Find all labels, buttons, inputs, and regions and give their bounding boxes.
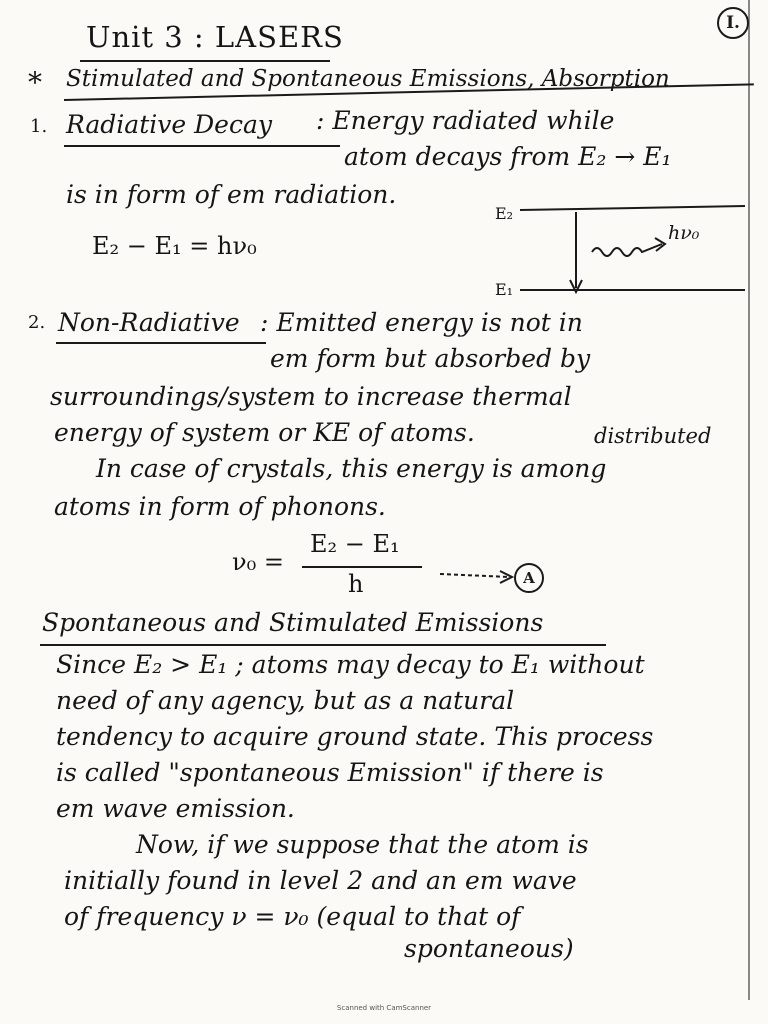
item2-text-e: In case of crystals, this energy is among bbox=[96, 454, 607, 483]
section2-para2-line-2: initially found in level 2 and an em wave bbox=[64, 866, 577, 895]
section2-line-4: is called "spontaneous Emission" if there is bbox=[56, 758, 604, 787]
item2-text-d: energy of system or KE of atoms. bbox=[54, 418, 475, 447]
item2-text-c: surroundings/system to increase thermal bbox=[50, 382, 572, 411]
section2-para2-line-3: of frequency ν = ν₀ (equal to that of bbox=[64, 902, 521, 931]
diagram-upper-label: E₂ bbox=[495, 204, 514, 223]
section2-line-3: tendency to acquire ground state. This process bbox=[56, 722, 654, 751]
section2-para2-line-1: Now, if we suppose that the atom is bbox=[136, 830, 589, 859]
page-number: I. bbox=[717, 7, 749, 39]
heading-star: * bbox=[28, 66, 42, 99]
eq-tag: A bbox=[514, 563, 544, 593]
item2-text-a: : Emitted energy is not in bbox=[260, 308, 583, 337]
item1-text-a: : Energy radiated while bbox=[316, 106, 615, 135]
item2-text-b: em form but absorbed by bbox=[270, 344, 591, 373]
item1-text-c: is in form of em radiation. bbox=[66, 180, 397, 209]
item2-text-f: atoms in form of phonons. bbox=[54, 492, 386, 521]
section2-line-2: need of any agency, but as a natural bbox=[56, 686, 515, 715]
unit-title: Unit 3 : LASERS bbox=[86, 20, 344, 54]
item1-equation: E₂ − E₁ = hν₀ bbox=[92, 232, 257, 260]
eq-numerator: E₂ − E₁ bbox=[310, 530, 400, 558]
item1-label: Radiative Decay bbox=[66, 110, 272, 139]
item1-number: 1. bbox=[30, 116, 48, 137]
eq-lhs: ν₀ = bbox=[232, 548, 284, 576]
item2-insert: distributed bbox=[594, 424, 712, 448]
section2-para2-line-4: spontaneous) bbox=[404, 934, 574, 963]
diagram-photon-label: hν₀ bbox=[668, 222, 700, 244]
section2-line-1: Since E₂ > E₁ ; atoms may decay to E₁ without bbox=[56, 650, 645, 679]
section2-underline bbox=[40, 644, 606, 646]
item1-text-b: atom decays from E₂ → E₁ bbox=[344, 142, 672, 171]
section2-line-5: em wave emission. bbox=[56, 794, 295, 823]
section2-heading: Spontaneous and Stimulated Emissions bbox=[42, 608, 544, 637]
item2-label: Non-Radiative bbox=[58, 308, 240, 337]
item2-number: 2. bbox=[28, 312, 46, 333]
section1-heading: Stimulated and Spontaneous Emissions, Absorption bbox=[66, 66, 670, 92]
eq-denominator: h bbox=[348, 570, 364, 598]
scanner-footer: Scanned with CamScanner bbox=[336, 1004, 432, 1012]
diagram-lower-label: E₁ bbox=[495, 280, 514, 299]
